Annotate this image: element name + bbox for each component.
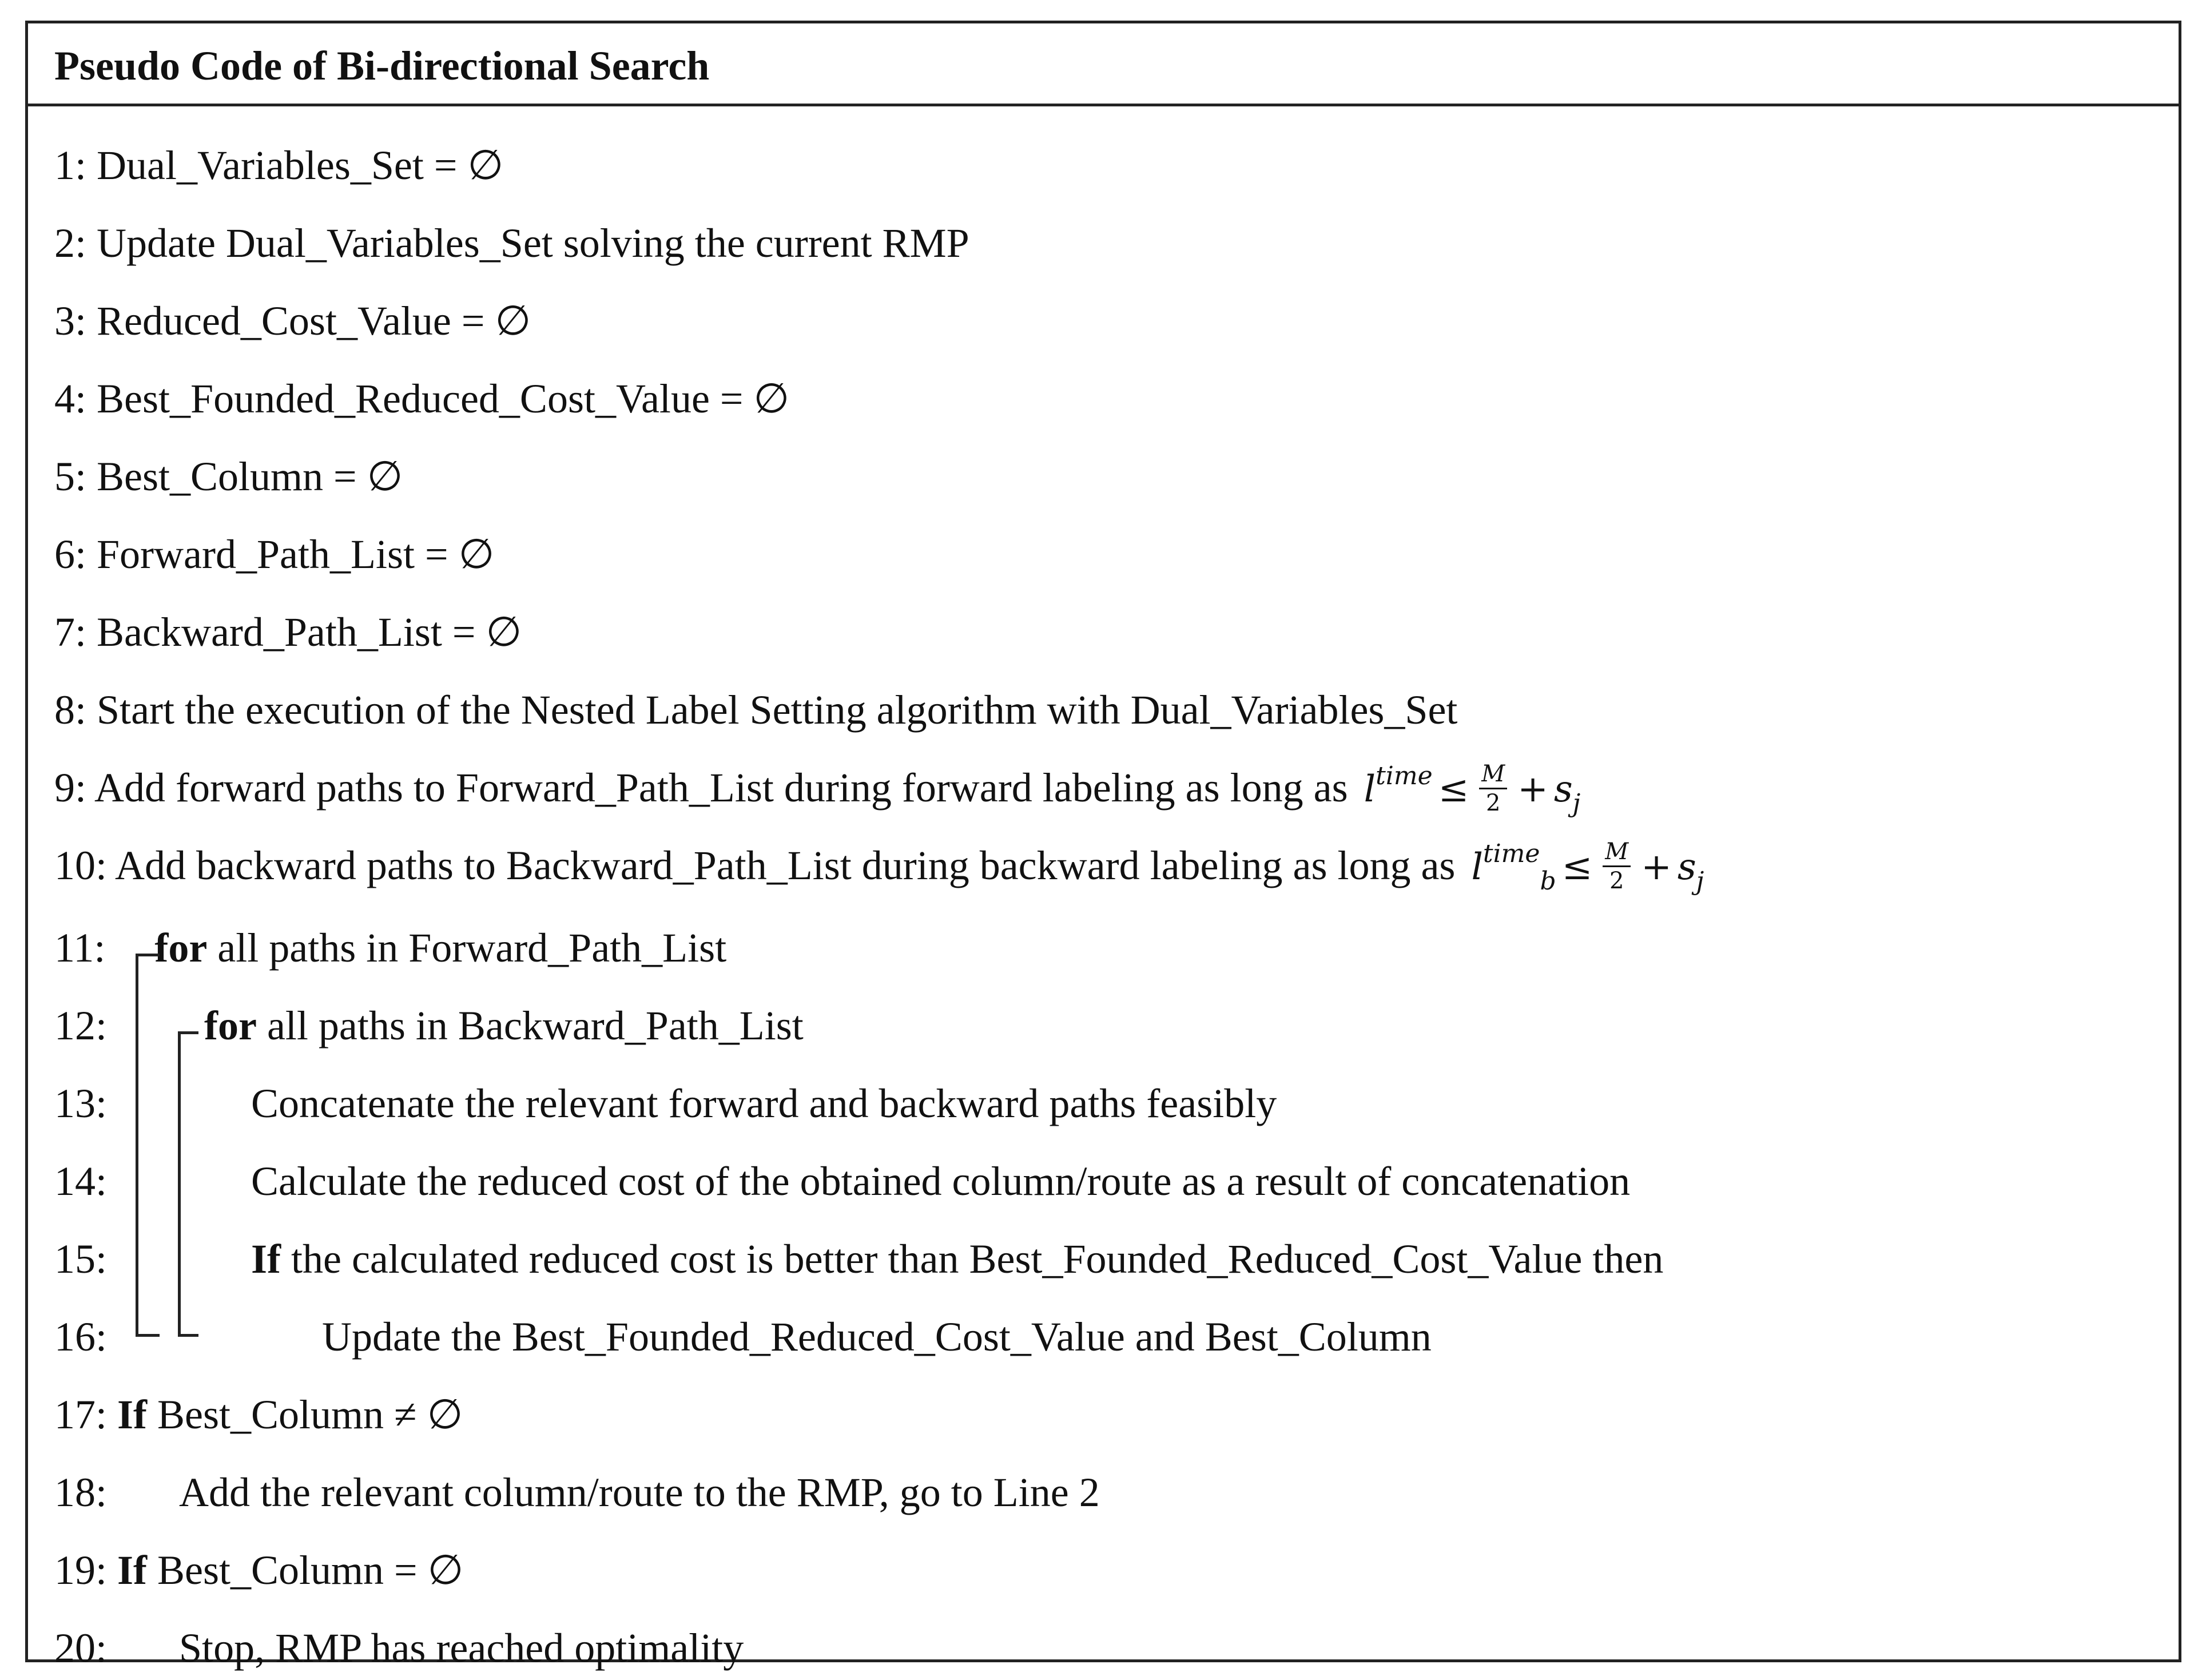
line-text: Update the Best_Founded_Reduced_Cost_Value and Best_Column bbox=[322, 1314, 1432, 1360]
line-number: 11: bbox=[54, 925, 106, 971]
keyword-for: for bbox=[204, 1003, 257, 1048]
algorithm-header bbox=[28, 23, 2179, 106]
line-number: 6: bbox=[54, 531, 87, 577]
line-number: 13: bbox=[54, 1081, 108, 1126]
code-line-20 bbox=[54, 1627, 744, 1669]
code-line-10 bbox=[54, 839, 1704, 896]
line-text: Stop, RMP has reached optimality bbox=[179, 1625, 744, 1671]
code-line-15 bbox=[54, 1238, 1663, 1280]
code-line-3 bbox=[54, 298, 531, 344]
line-text: Update Dual_Variables_Set solving the current RMP bbox=[86, 220, 969, 266]
backward-time-constraint-formula: $l^{time}_b$ ≤ $\frac{M}{2}$ + $s_j$ bbox=[1471, 839, 1704, 896]
line-number: 8: bbox=[54, 687, 87, 733]
line-number: 12: bbox=[54, 1003, 108, 1048]
line-text: Forward_Path_List = ∅ bbox=[86, 531, 495, 577]
code-line-17 bbox=[54, 1394, 463, 1435]
line-number: 7: bbox=[54, 609, 87, 655]
keyword-if: If bbox=[251, 1236, 281, 1282]
line-text: Dual_Variables_Set = ∅ bbox=[86, 142, 504, 188]
line-number: 1: bbox=[54, 142, 87, 188]
line-number: 5: bbox=[54, 454, 87, 499]
code-line-14 bbox=[54, 1158, 1631, 1204]
code-line-12 bbox=[54, 1005, 804, 1046]
line-number: 10: bbox=[54, 843, 108, 888]
code-line-9 bbox=[54, 761, 1581, 818]
keyword-if: If bbox=[117, 1547, 148, 1593]
line-text: Best_Founded_Reduced_Cost_Value = ∅ bbox=[86, 376, 790, 422]
line-number: 19: bbox=[54, 1547, 108, 1593]
line-number: 18: bbox=[54, 1469, 108, 1515]
line-number: 9: bbox=[54, 765, 87, 811]
line-text: all paths in Forward_Path_List bbox=[207, 925, 727, 971]
keyword-for: for bbox=[154, 925, 208, 971]
algorithm-title: Pseudo Code of Bi-directional Search bbox=[54, 43, 710, 89]
line-text: Best_Column ≠ ∅ bbox=[147, 1392, 463, 1437]
code-line-2 bbox=[54, 220, 969, 266]
line-number: 2: bbox=[54, 220, 87, 266]
line-number: 20: bbox=[54, 1625, 108, 1671]
line-number: 4: bbox=[54, 376, 87, 422]
line-text: Best_Column = ∅ bbox=[147, 1547, 464, 1593]
code-line-16 bbox=[54, 1314, 1432, 1360]
code-line-6 bbox=[54, 531, 495, 577]
line-text: Best_Column = ∅ bbox=[86, 454, 403, 499]
line-number: 17: bbox=[54, 1392, 108, 1437]
code-line-8 bbox=[54, 687, 1458, 733]
line-number: 16: bbox=[54, 1314, 108, 1360]
time-constraint-formula: $l^{time}$ ≤ $\frac{M}{2}$ + $s_j$ bbox=[1364, 761, 1581, 818]
line-text: Add backward paths to Backward_Path_List during backward labeling as long as bbox=[107, 843, 1456, 888]
line-text: Backward_Path_List = ∅ bbox=[86, 609, 522, 655]
fraction: $\frac{M}{2}$ bbox=[1479, 762, 1507, 815]
inner-loop-bracket bbox=[178, 1031, 198, 1337]
code-line-5 bbox=[54, 456, 403, 497]
algorithm-box bbox=[25, 21, 2181, 1671]
line-text: Add the relevant column/route to the RMP, go to Line 2 bbox=[179, 1469, 1100, 1515]
keyword-if: If bbox=[117, 1392, 148, 1437]
outer-loop-bracket bbox=[136, 954, 160, 1337]
code-line-7 bbox=[54, 611, 522, 653]
line-text: Calculate the reduced cost of the obtained column/route as a result of concatenation bbox=[251, 1158, 1631, 1204]
code-line-1 bbox=[54, 142, 504, 188]
line-number: 3: bbox=[54, 298, 87, 344]
code-line-13 bbox=[54, 1083, 1277, 1124]
fraction: $\frac{M}{2}$ bbox=[1603, 840, 1631, 892]
line-text: Add forward paths to Forward_Path_List during forward labeling as long as bbox=[86, 765, 1348, 811]
code-line-18 bbox=[54, 1469, 1100, 1515]
line-number: 15: bbox=[54, 1236, 108, 1282]
line-text: all paths in Backward_Path_List bbox=[256, 1003, 804, 1048]
line-text: Start the execution of the Nested Label Setting algorithm with Dual_Variables_Set bbox=[86, 687, 1458, 733]
line-text: Concatenate the relevant forward and backward paths feasibly bbox=[251, 1081, 1277, 1126]
code-line-19 bbox=[54, 1547, 464, 1593]
line-text: Reduced_Cost_Value = ∅ bbox=[86, 298, 531, 344]
code-line-4 bbox=[54, 376, 790, 422]
line-number: 14: bbox=[54, 1158, 108, 1204]
line-text: the calculated reduced cost is better than Best_Founded_Reduced_Cost_Value then bbox=[281, 1236, 1664, 1282]
